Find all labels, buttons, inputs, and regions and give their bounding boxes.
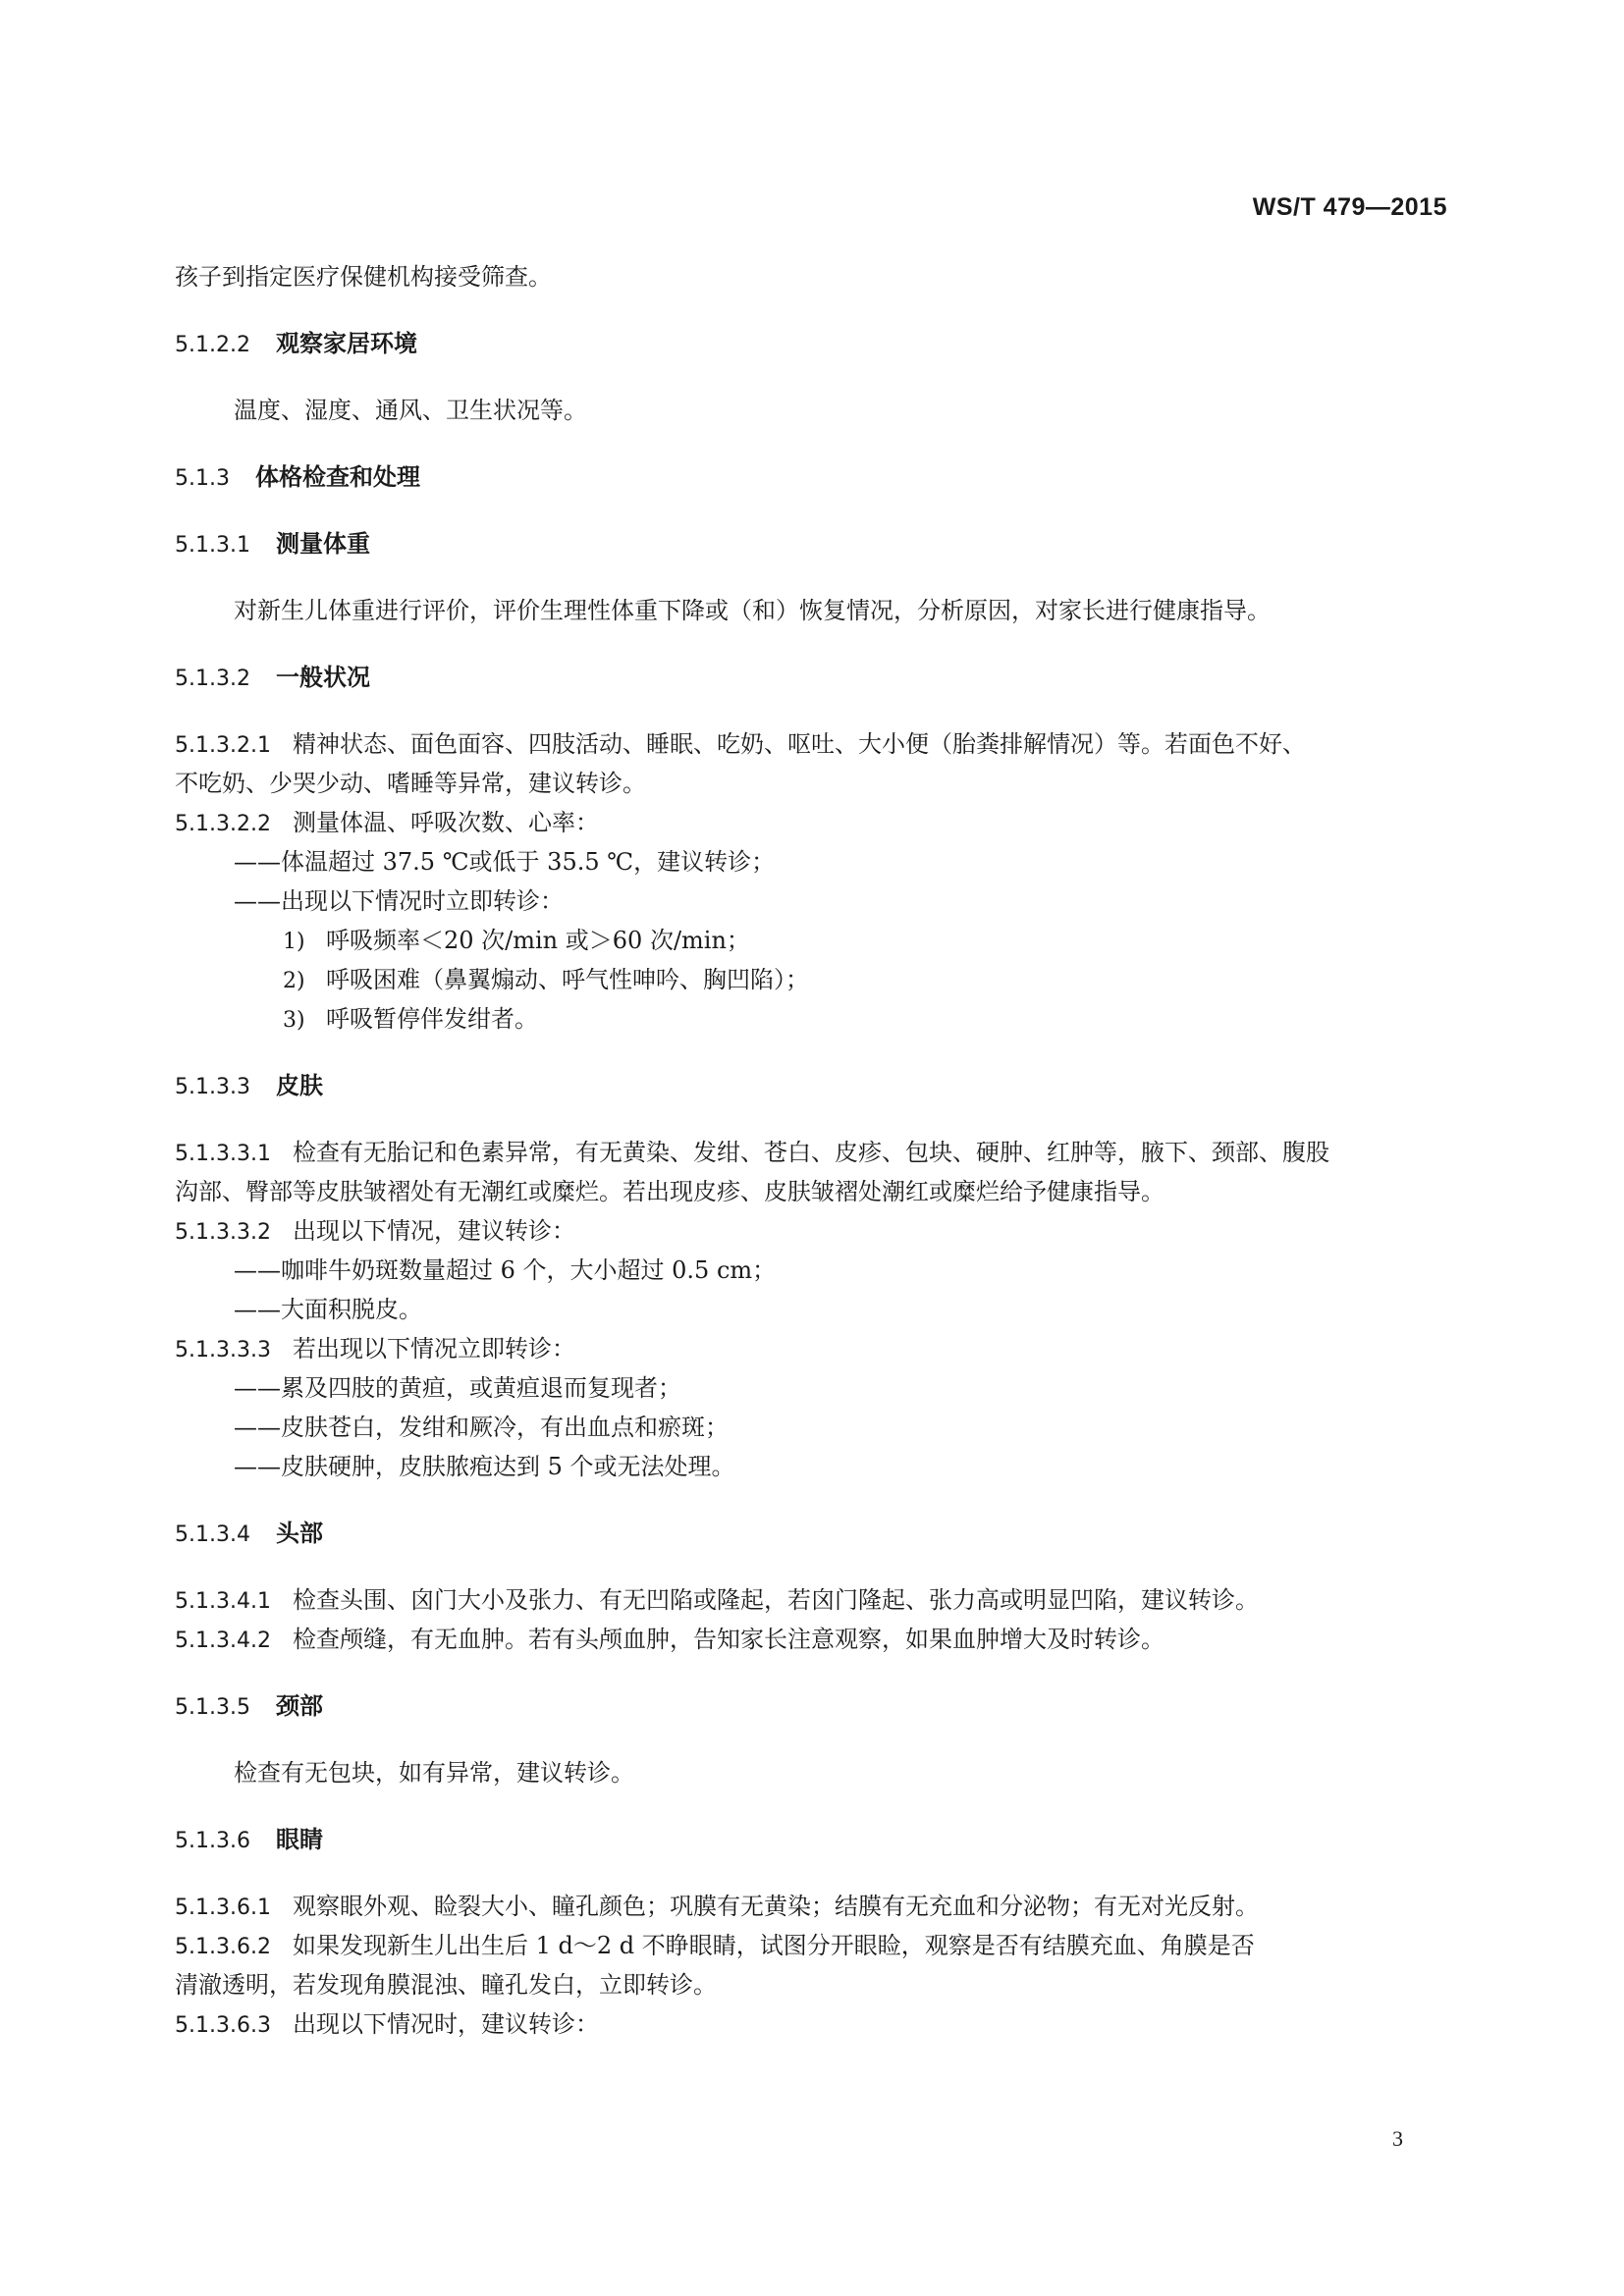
paragraph-continuation: 清澈透明，若发现角膜混浊、瞳孔发白，立即转诊。 xyxy=(175,1971,717,1999)
section-number: 5.1.2.2 xyxy=(175,333,250,357)
dash-list-item: ——大面积脱皮。 xyxy=(234,1296,422,1323)
section-number: 5.1.3.3 xyxy=(175,1075,250,1099)
section-number: 5.1.3 xyxy=(175,466,230,491)
section-title: 皮肤 xyxy=(275,1072,323,1099)
numbered-list-item xyxy=(175,921,1449,960)
paragraph-number: 5.1.3.3.1 xyxy=(175,1142,271,1166)
paragraph-text: 观察眼外观、睑裂大小、瞳孔颜色；巩膜有无黄染；结膜有无充血和分泌物；有无对光反射。 xyxy=(292,1893,1259,1920)
paragraph-number: 5.1.3.3.2 xyxy=(175,1220,271,1245)
section-heading-5-1-3-3 xyxy=(175,1066,1449,1105)
item-number: 1) xyxy=(283,930,305,954)
paragraph-5-1-3-6-3 xyxy=(175,2004,1449,2044)
paragraph-text: 出现以下情况时，建议转诊： xyxy=(292,2010,599,2038)
section-title: 颈部 xyxy=(275,1692,323,1720)
body-text: 温度、湿度、通风、卫生状况等。 xyxy=(234,397,587,424)
paragraph-number: 5.1.3.4.2 xyxy=(175,1629,271,1653)
section-title: 观察家居环境 xyxy=(275,330,417,357)
section-title: 眼睛 xyxy=(275,1826,323,1853)
section-number: 5.1.3.2 xyxy=(175,667,250,691)
section-heading-5-1-3-6 xyxy=(175,1820,1449,1859)
paragraph-5-1-3-3-2 xyxy=(175,1211,1449,1251)
paragraph-continuation: 沟部、臀部等皮肤皱褶处有无潮红或糜烂。若出现皮疹、皮肤皱褶处潮红或糜烂给予健康指导。 xyxy=(175,1178,1164,1205)
item-number: 2) xyxy=(283,969,305,993)
paragraph-5-1-3-2-1 xyxy=(175,724,1449,764)
paragraph-5-1-3-6-1 xyxy=(175,1887,1449,1926)
paragraph-5-1-3-4-2 xyxy=(175,1620,1449,1659)
paragraph-number: 5.1.3.3.3 xyxy=(175,1338,271,1362)
paragraph-continuation: 不吃奶、少哭少动、嗜睡等异常，建议转诊。 xyxy=(175,770,646,797)
numbered-list-item xyxy=(175,960,1449,999)
section-heading-5-1-3-1 xyxy=(175,524,1449,563)
section-number: 5.1.3.5 xyxy=(175,1695,250,1720)
paragraph-text: 检查颅缝，有无血肿。若有头颅血肿，告知家长注意观察，如果血肿增大及时转诊。 xyxy=(292,1626,1164,1653)
dash-list-item: ——皮肤苍白，发绀和厥冷，有出血点和瘀斑； xyxy=(234,1414,729,1441)
item-text: 呼吸频率＜20 次/min 或＞60 次/min； xyxy=(326,927,750,954)
section-title: 一般状况 xyxy=(275,664,370,691)
item-text: 呼吸暂停伴发绀者。 xyxy=(326,1005,538,1033)
section-heading-5-1-3 xyxy=(175,457,1449,497)
section-number: 5.1.3.4 xyxy=(175,1522,250,1547)
section-heading-5-1-2-2 xyxy=(175,324,1449,363)
section-heading-5-1-3-2 xyxy=(175,658,1449,697)
body-text: 孩子到指定医疗保健机构接受筛查。 xyxy=(175,263,552,291)
paragraph-5-1-3-4-1 xyxy=(175,1580,1449,1620)
paragraph-text: 如果发现新生儿出生后 1 d～2 d 不睁眼睛，试图分开眼睑，观察是否有结膜充血、角膜是否 xyxy=(292,1932,1255,1959)
page-number: 3 xyxy=(1392,2126,1403,2151)
paragraph-number: 5.1.3.2.1 xyxy=(175,733,271,758)
section-number: 5.1.3.6 xyxy=(175,1829,250,1853)
dash-list-item: ——累及四肢的黄疸，或黄疸退而复现者； xyxy=(234,1374,681,1402)
numbered-list-item xyxy=(175,999,1449,1039)
document-body xyxy=(175,257,1449,2044)
section-heading-5-1-3-4 xyxy=(175,1514,1449,1553)
item-text: 呼吸困难（鼻翼煽动、呼气性呻吟、胸凹陷）； xyxy=(326,966,809,993)
section-heading-5-1-3-5 xyxy=(175,1686,1449,1726)
dash-list-item: ——出现以下情况时立即转诊： xyxy=(234,887,564,915)
dash-list-item: ——咖啡牛奶斑数量超过 6 个，大小超过 0.5 cm； xyxy=(234,1256,777,1284)
paragraph-number: 5.1.3.2.2 xyxy=(175,812,271,836)
dash-list-item: ——皮肤硬肿，皮肤脓疱达到 5 个或无法处理。 xyxy=(234,1453,735,1480)
section-title: 体格检查和处理 xyxy=(254,463,420,491)
paragraph-5-1-3-3-3 xyxy=(175,1329,1449,1368)
paragraph-text: 出现以下情况，建议转诊： xyxy=(292,1217,575,1245)
paragraph-5-1-3-2-2 xyxy=(175,803,1449,842)
paragraph-5-1-3-6-2 xyxy=(175,1926,1449,1965)
paragraph-text: 测量体温、呼吸次数、心率： xyxy=(292,809,599,836)
section-number: 5.1.3.1 xyxy=(175,533,250,558)
paragraph-text: 检查头围、囟门大小及张力、有无凹陷或隆起，若囟门隆起、张力高或明显凹陷，建议转诊。 xyxy=(292,1586,1259,1614)
paragraph-5-1-3-3-1 xyxy=(175,1133,1449,1172)
standard-code: WS/T 479—2015 xyxy=(1252,193,1447,221)
dash-list-item: ——体温超过 37.5 ℃或低于 35.5 ℃，建议转诊； xyxy=(234,848,776,876)
item-number: 3) xyxy=(283,1008,305,1033)
paragraph-number: 5.1.3.4.1 xyxy=(175,1589,271,1614)
body-text: 检查有无包块，如有异常，建议转诊。 xyxy=(234,1759,634,1787)
paragraph-text: 精神状态、面色面容、四肢活动、睡眠、吃奶、呕吐、大小便（胎粪排解情况）等。若面色不好、 xyxy=(292,730,1306,758)
paragraph-number: 5.1.3.6.3 xyxy=(175,2013,271,2038)
paragraph-text: 若出现以下情况立即转诊： xyxy=(292,1335,575,1362)
section-title: 测量体重 xyxy=(275,530,370,558)
paragraph-number: 5.1.3.6.2 xyxy=(175,1935,271,1959)
body-text: 对新生儿体重进行评价，评价生理性体重下降或（和）恢复情况，分析原因，对家长进行健康指导。 xyxy=(234,597,1271,624)
paragraph-number: 5.1.3.6.1 xyxy=(175,1896,271,1920)
section-title: 头部 xyxy=(275,1520,323,1547)
paragraph-text: 检查有无胎记和色素异常，有无黄染、发绀、苍白、皮疹、包块、硬肿、红肿等，腋下、颈部、腹股 xyxy=(292,1139,1329,1166)
